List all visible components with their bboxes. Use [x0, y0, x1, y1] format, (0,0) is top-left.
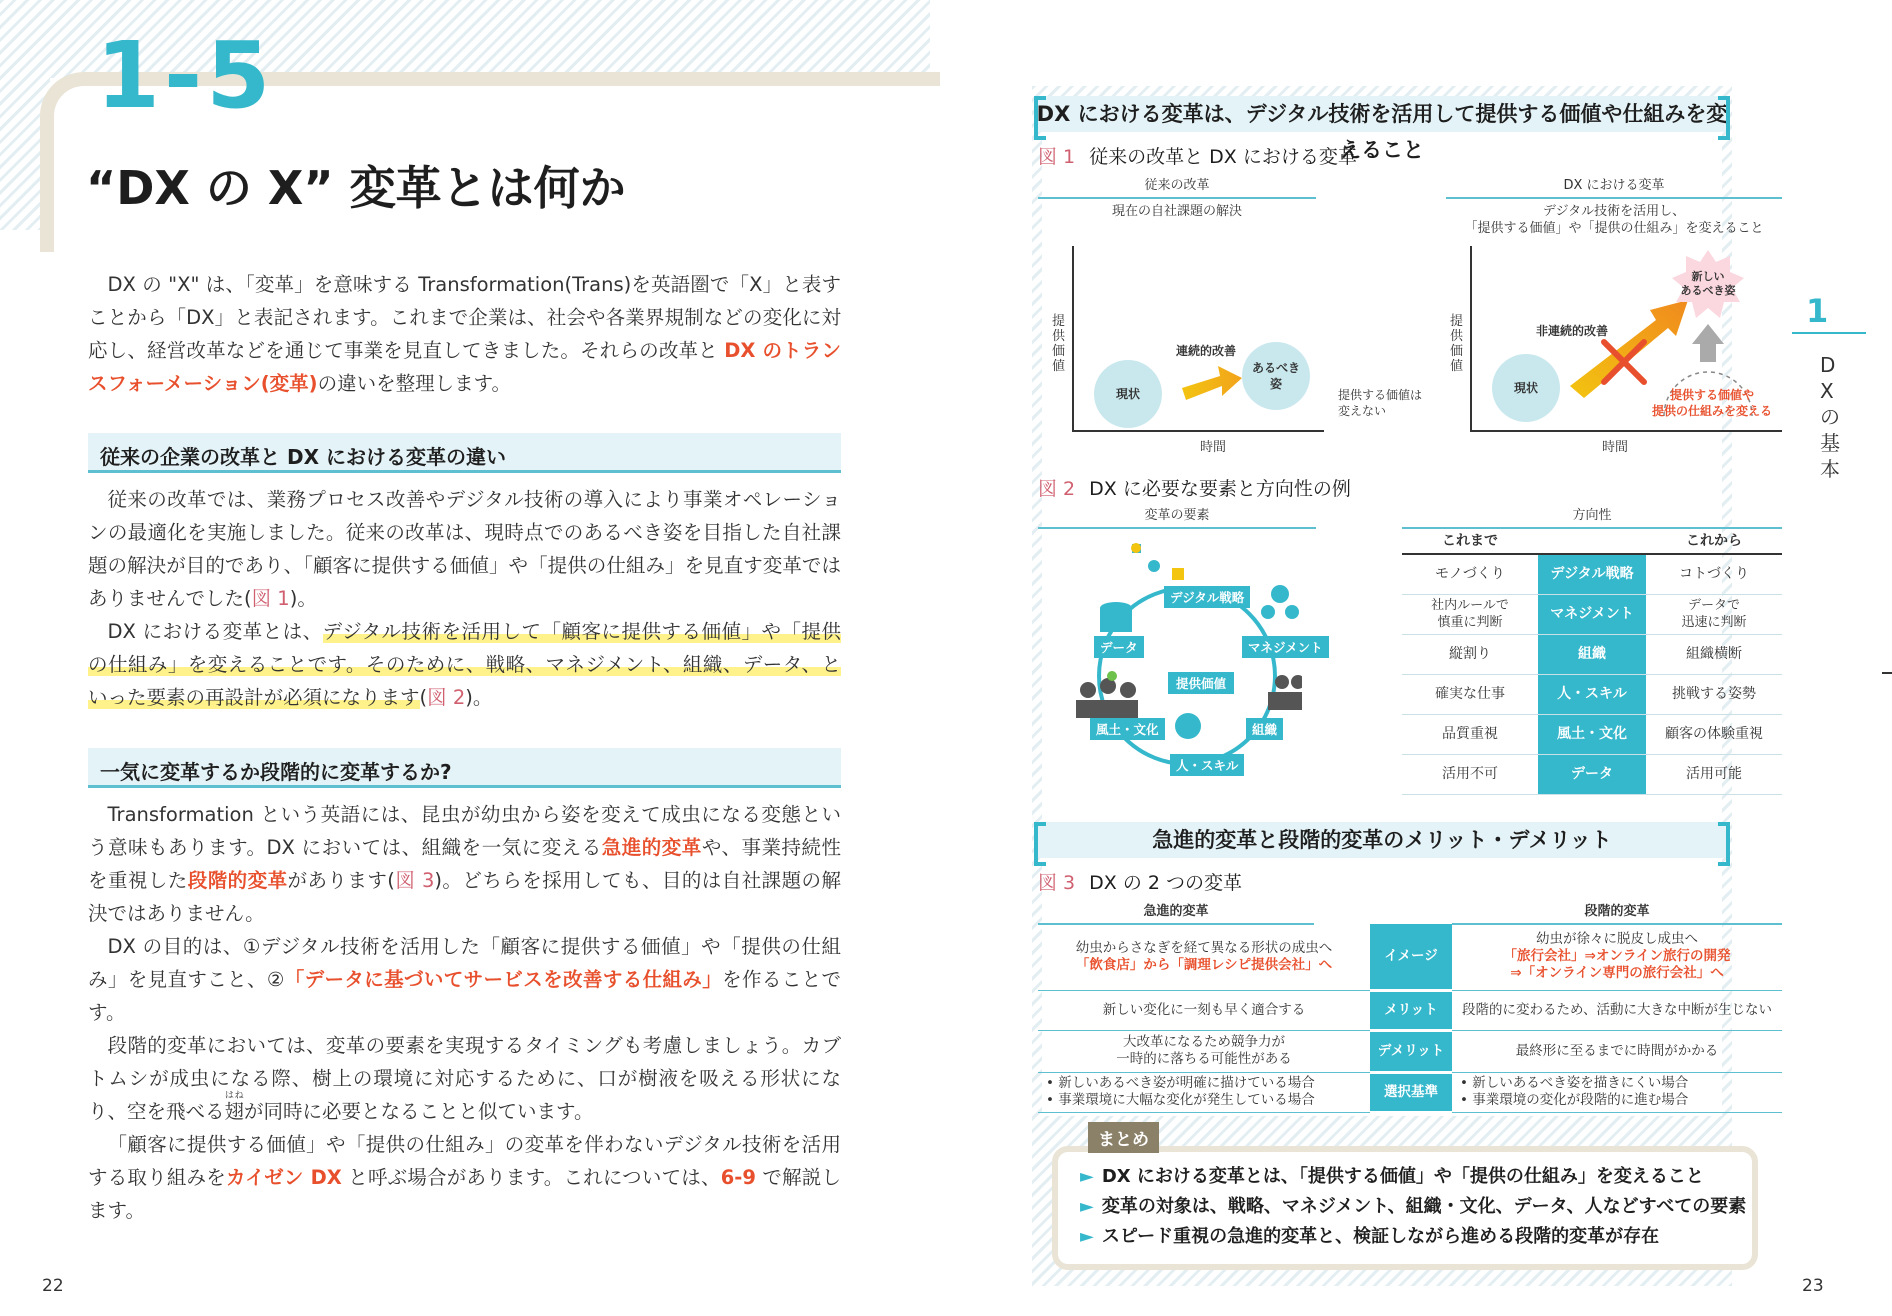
section-title: “DX の X” 変革とは何か — [86, 161, 626, 215]
figure-ref-1[interactable]: 図 1 — [251, 587, 290, 610]
fig2-direction-table — [1402, 530, 1782, 795]
subhead-traditional-vs-dx: 従来の企業の改革と DX における変革の違い — [88, 433, 841, 473]
header-merits-demerits: 急進的変革と段階的変革のメリット・デメリット — [1034, 822, 1730, 858]
section-ref-6-9[interactable]: 6-9 — [720, 1166, 756, 1189]
fig1-change-1: 提供する価値や — [1669, 388, 1754, 402]
fig1-right-sub2: 「提供する価値」や「提供の仕組み」を変えること — [1464, 221, 1764, 236]
summary-section — [1034, 1120, 1780, 1285]
fig2-center-value: 提供価値 — [1168, 672, 1234, 694]
section1-text: 従来の改革では、業務プロセス改善やデジタル技術の導入により事業オペレーションの最適化を実施しました。従来の改革は、現時点でのあるべき姿を目指した自社課題の解決が目的であり、「顧客に提供する価値」や「提供の仕組み」を見直す変革ではありませんでした(図 1)。 DX における変革とは、デジタル技術を活用して「顧客に提供する価値」や「提供の仕組み」を変えることです。そのために、戦略、マネジメント、組織、データ、といった要素の再設計が必須になります(図 2)。 — [88, 488, 841, 709]
intro-paragraph: DX の "X" は、「変革」を意味する Transformation(Trans)を英語圏で「X」と表すことから「DX」と表記されます。これまで企業は、社会や各業界規制などの変化に対応し、経営改革などを通じて事業を見直してきました。それらの改革と DX のトランスフォーメーション(変革)の違いを整理します。 — [88, 273, 841, 395]
page-number-left: 22 — [42, 1276, 64, 1296]
fig3-comparison-table — [1038, 924, 1782, 1114]
summary-tag: まとめ — [1088, 1122, 1159, 1153]
summary-box — [1052, 1146, 1758, 1270]
fig2-row: 社内ルールで 慎重に判断 マネジメント データで 迅速に判断 — [1402, 594, 1782, 634]
fig1-right-x-axis — [1470, 430, 1782, 432]
fig2-row: 活用不可 データ 活用可能 — [1402, 754, 1782, 794]
fig2-node-organization: 組織 — [1246, 718, 1283, 740]
fig3-left-head: 急進的変革 — [1038, 900, 1314, 925]
section-number: 1-5 — [96, 22, 275, 129]
fig3-row-merit: 新しい変化に一刻も早く適合する メリット 段階的に変わるため、活動に大きな中断が生じない — [1038, 990, 1782, 1030]
chapter-title: DXの基本 — [1820, 353, 1840, 481]
fig3-row-criteria: • 新しいあるべき姿が明確に描けている場合 • 事業環境に大幅な変化が発生している場合 選択基準 • 新しいあるべき姿を描きにくい場合 • 事業環境の変化が段階的に進む場合 — [1038, 1072, 1782, 1112]
side-tick — [1882, 672, 1892, 674]
fig2-row: 縦割り 組織 組織横断 — [1402, 634, 1782, 674]
fig1-change-2: 提供の仕組みを変える — [1651, 404, 1772, 418]
fig2-node-digital-strategy: デジタル戦略 — [1164, 586, 1250, 608]
fig1-right-y-axis — [1470, 246, 1472, 432]
fig1-left-y-label: 提供価値 — [1052, 314, 1066, 374]
summary-item: ► スピード重視の急進的変革と、検証しながら進める段階的変革が存在 — [1080, 1226, 1660, 1247]
right-page — [946, 0, 1892, 1316]
fig2-table-header: これまで これから — [1402, 530, 1782, 554]
chapter-tab — [1792, 290, 1892, 482]
fig2-elements-head: 変革の要素 — [1038, 504, 1316, 529]
fig2-node-management: マネジメント — [1242, 636, 1329, 658]
fig3-right-head: 段階的変革 — [1452, 900, 1782, 925]
fig3-row-demerit: 大改革になるため競争力が 一時的に落ちる可能性がある デメリット 最終形に至るまでに時間がかかる — [1038, 1030, 1782, 1072]
fig2-row: 確実な仕事 人・スキル 挑戦する姿勢 — [1402, 674, 1782, 714]
fig1-new-ideal-2: あるべき姿 — [1680, 284, 1736, 297]
fig3-label: 図 3 DX の 2 つの変革 — [1038, 872, 1242, 894]
section2-text: Transformation という英語には、昆虫が幼虫から姿を変えて成虫になる変態という意味もあります。DX においては、組織を一気に変える急進的変革や、事業持続性を重視した段階的変革があります(図 3)。どちらを採用しても、目的は自社課題の解決ではありません。 DX の目的は、①デジタル技術を活用した「顧客に提供する価値」や「提供の仕組み」を見直すこと、②「データに基づいてサービスを改善する仕組み」を作ることです。 段階的変革においては、変革の要素を実現するタイミングも考慮しましょう。カブトムシが成虫になる際、樹上の環境に対応するために、口が樹液を吸える形状になり、空を飛べる翅はねが同時に必要となることと似ています。 「顧客に提供する価値」や「提供の仕組み」の変革を伴わないデジタル技術を活用する取り組みをカイゼン DX と呼ぶ場合があります。これについては、6-9 で解説します。 — [88, 803, 842, 1222]
subhead-radical-or-gradual: 一気に変革するか段階的に変革するか? — [88, 748, 841, 788]
figure-ref-2[interactable]: 図 2 — [427, 686, 466, 709]
fig1-current-circle: 現状 — [1094, 360, 1162, 428]
highlighted-definition: デジタル技術を活用して「顧客に提供する価値」や「提供の仕組み」を変えることです。そのために、戦略、マネジメント、組織、データ、といった要素の再設計が必須になります — [88, 620, 841, 709]
page-number-right: 23 — [1802, 1276, 1824, 1296]
fig1-left-x-axis — [1072, 430, 1324, 432]
fig1-new-ideal-1: 新しい — [1691, 270, 1725, 283]
fig1-left-y-axis — [1072, 246, 1074, 432]
fig2-label: 図 2 DX に必要な要素と方向性の例 — [1038, 478, 1351, 500]
fig2-node-culture: 風土・文化 — [1090, 718, 1165, 740]
fig2-node-people-skills: 人・スキル — [1170, 754, 1244, 776]
summary-item: ► 変革の対象は、戦略、マネジメント、組織・文化、データ、人などすべての要素 — [1080, 1196, 1747, 1217]
fig1-ideal-circle: あるべき姿 — [1242, 342, 1310, 410]
fig1-left-head: 従来の改革 — [1038, 174, 1316, 199]
fig1-unchanged-2: 変えない — [1338, 404, 1387, 418]
fig1-continuous-label: 連続的改善 — [1176, 344, 1237, 358]
fig2-node-data: データ — [1094, 636, 1144, 658]
fig1-unchanged-1: 提供する価値は — [1338, 388, 1423, 402]
fig1-discontinuous-label: 非連続的改善 — [1536, 324, 1609, 338]
fig2-row: モノづくり デジタル戦略 コトづくり — [1402, 554, 1782, 594]
fig1-right-y-label: 提供価値 — [1450, 314, 1464, 374]
fig1-right-x-label: 時間 — [1602, 440, 1629, 455]
fig1-current-circle-2: 現状 — [1492, 354, 1560, 422]
fig1-right-sub1: デジタル技術を活用し、 — [1542, 204, 1686, 219]
fig1-right-head: DX における変革 — [1446, 174, 1782, 199]
fig1-left-x-label: 時間 — [1200, 440, 1227, 455]
fig2-row: 品質重視 風土・文化 顧客の体験重視 — [1402, 714, 1782, 754]
fig1-continuous-arrow — [1180, 362, 1244, 404]
fig2-cycle-diagram — [1072, 540, 1302, 776]
fig1-label: 図 1 従来の改革と DX における変革 — [1038, 146, 1357, 168]
fig1-left-sub: 現在の自社課題の解決 — [1111, 204, 1242, 219]
chapter-number: 1 — [1792, 290, 1866, 334]
figure-ref-3[interactable]: 図 3 — [394, 869, 435, 892]
header-dx-change: DX における変革は、デジタル技術を活用して提供する価値や仕組みを変えること — [1034, 96, 1730, 132]
fig2-direction-head: 方向性 — [1402, 504, 1782, 529]
fig3-row-image: 幼虫からさなぎを経て異なる形状の成虫へ 「飲食店」から「調理レシピ提供会社」へ イメージ 幼虫が徐々に脱皮し成虫へ 「旅行会社」⇒オンライン旅行の開発 ⇒「オンライン専門の旅行会社」へ — [1038, 924, 1782, 990]
summary-item: ► DX における変革とは、「提供する価値」や「提供の仕組み」を変えること — [1080, 1166, 1704, 1187]
